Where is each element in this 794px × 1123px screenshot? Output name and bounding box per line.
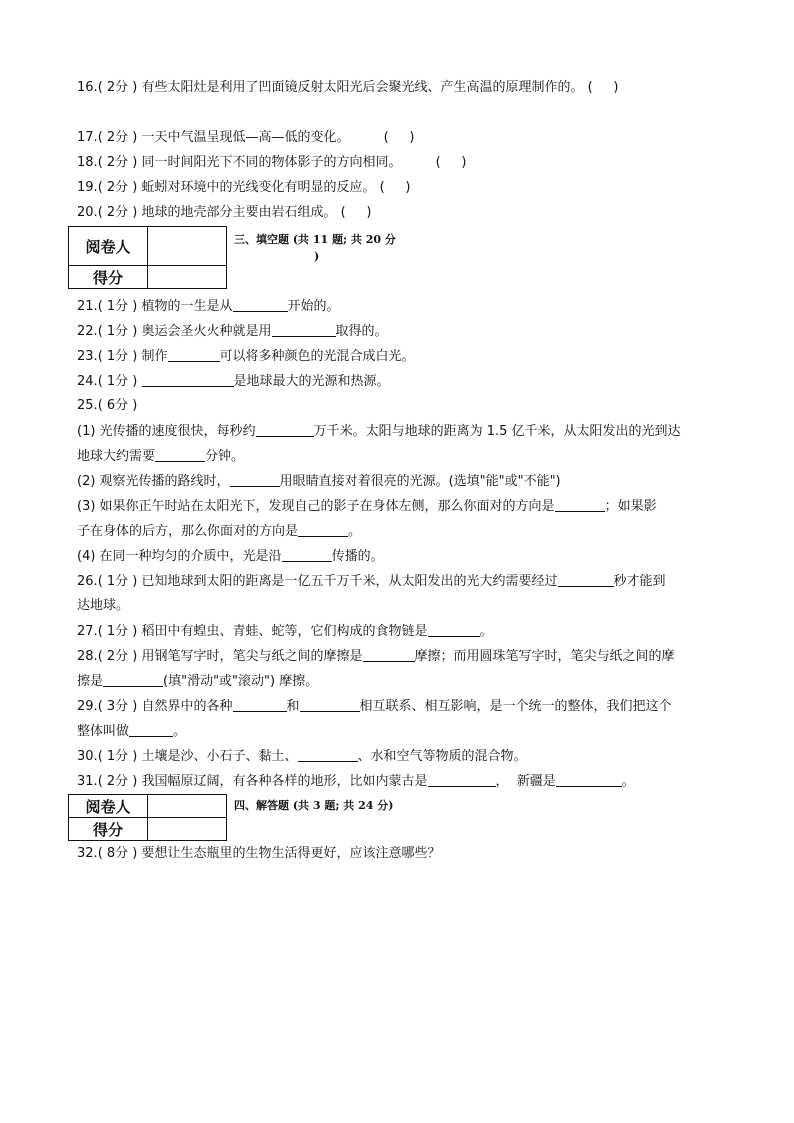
question-22 — [77, 322, 388, 341]
score-cell — [148, 818, 227, 841]
question-text: 达地球。 — [77, 598, 130, 613]
question-score: ( 8分 ) — [97, 846, 138, 861]
score-label: 得分 — [69, 266, 148, 289]
question-text: (1) 光传播的速度很快，每秒约 — [77, 424, 256, 439]
question-number: 27. — [77, 624, 98, 639]
answer-parentheses: ( ) — [435, 155, 467, 170]
question-number: 16. — [77, 80, 98, 95]
answer-blank[interactable] — [300, 697, 360, 712]
question-score: ( 1分 ) — [97, 624, 138, 639]
question-score: ( 6分 ) — [97, 398, 138, 413]
question-score: ( 1分 ) — [97, 299, 138, 314]
reviewer-cell — [148, 227, 227, 266]
question-25-part3-cont — [77, 522, 361, 541]
question-score: ( 2分 ) — [97, 155, 138, 170]
section3-title-line1: 三、填空题 (共 11 题; 共 20 分 — [234, 233, 396, 246]
question-27 — [77, 622, 493, 641]
answer-blank[interactable] — [230, 472, 280, 487]
question-25-part4 — [77, 547, 384, 566]
question-26 — [77, 572, 666, 591]
question-29 — [77, 697, 672, 716]
answer-parentheses: ( ) — [383, 130, 415, 145]
answer-blank[interactable] — [282, 547, 332, 562]
answer-parentheses: ( ) — [340, 205, 372, 220]
question-text: 土壤是沙、小石子、黏土、 — [141, 749, 298, 764]
question-score: ( 2分 ) — [97, 205, 138, 220]
reviewer-label: 阅卷人 — [69, 227, 148, 266]
answer-blank[interactable] — [233, 297, 288, 312]
question-score: ( 3分 ) — [97, 699, 138, 714]
question-score: ( 1分 ) — [97, 749, 138, 764]
question-text: 万千米。太阳与地球的距离为 1.5 亿千米，从太阳发出的光到达 — [313, 424, 681, 439]
question-number: 26. — [77, 574, 98, 589]
question-25 — [77, 397, 137, 415]
question-text: ；如果影 — [604, 499, 657, 514]
answer-blank[interactable] — [142, 372, 234, 387]
answer-blank[interactable] — [428, 772, 496, 787]
question-text: 取得的。 — [335, 324, 388, 339]
question-30 — [77, 747, 527, 766]
question-text: 要想让生态瓶里的生物生活得更好，应该注意哪些？ — [141, 846, 441, 861]
answer-blank[interactable] — [428, 622, 480, 637]
answer-parentheses: ( ) — [587, 80, 619, 95]
answer-blank[interactable] — [256, 422, 314, 437]
question-text: 用钢笔写字时，笔尖与纸之间的摩擦是 — [141, 649, 363, 664]
score-cell — [148, 266, 227, 289]
question-20 — [77, 204, 371, 222]
question-number: 18. — [77, 155, 98, 170]
question-score: ( 1分 ) — [97, 374, 138, 389]
question-21 — [77, 297, 340, 316]
answer-blank[interactable] — [103, 672, 163, 687]
question-text: 我国幅原辽阔，有各种各样的地形，比如内蒙古是 — [141, 774, 428, 789]
section3-title — [234, 231, 396, 265]
question-score: ( 2分 ) — [97, 649, 138, 664]
question-25-part1-cont — [77, 447, 244, 466]
question-text: 稻田中有蝗虫、青蛙、蛇等，它们构成的食物链是 — [141, 624, 428, 639]
question-text: 子在身体的后方，那么你面对的方向是 — [77, 524, 299, 539]
question-text: 开始的。 — [287, 299, 340, 314]
question-text: 一天中气温呈现低—高—低的变化。 — [141, 130, 350, 145]
question-text: 有些太阳灶是利用了凹面镜反射太阳光后会聚光线、产生高温的原理制作的。 — [141, 80, 584, 95]
question-number: 17. — [77, 130, 98, 145]
question-24 — [77, 372, 390, 391]
question-text: 。 — [173, 724, 187, 739]
question-number: 28. — [77, 649, 98, 664]
question-text: ， 新疆是 — [495, 774, 556, 789]
question-16 — [77, 79, 618, 97]
question-text: 植物的一生是从 — [141, 299, 233, 314]
answer-blank[interactable] — [272, 322, 336, 337]
question-28 — [77, 647, 675, 666]
answer-blank[interactable] — [168, 347, 220, 362]
question-text: (2) 观察光传播的路线时， — [77, 474, 230, 489]
answer-blank[interactable] — [233, 697, 287, 712]
answer-parentheses: ( ) — [379, 180, 411, 195]
question-score: ( 2分 ) — [97, 130, 138, 145]
question-text: 秒才能到 — [613, 574, 666, 589]
question-text: 蚯蚓对环境中的光线变化有明显的反应。 — [141, 180, 376, 195]
answer-blank[interactable] — [155, 447, 205, 462]
answer-blank[interactable] — [555, 497, 605, 512]
question-number: 22. — [77, 324, 98, 339]
question-29-cont — [77, 722, 186, 741]
section3-score-table — [68, 226, 227, 289]
question-26-cont — [77, 597, 129, 615]
answer-blank[interactable] — [298, 522, 348, 537]
question-text: 相互联系、相互影响，是一个统一的整体，我们把这个 — [359, 699, 672, 714]
question-text: 整体叫做 — [77, 724, 130, 739]
question-number: 19. — [77, 180, 98, 195]
question-25-part2 — [77, 472, 561, 491]
question-score: ( 1分 ) — [97, 324, 138, 339]
question-text: 地球的地壳部分主要由岩石组成。 — [141, 205, 337, 220]
question-31 — [77, 772, 635, 791]
answer-blank[interactable] — [363, 647, 415, 662]
question-text: 摩擦；而用圆珠笔写字时，笔尖与纸之间的摩 — [414, 649, 675, 664]
question-text: 。 — [479, 624, 493, 639]
question-text: 奥运会圣火火种就是用 — [141, 324, 272, 339]
question-score: ( 1分 ) — [97, 349, 138, 364]
question-score: ( 1分 ) — [97, 574, 138, 589]
question-number: 31. — [77, 774, 98, 789]
question-19 — [77, 179, 410, 197]
score-label: 得分 — [69, 818, 148, 841]
question-text: 。 — [348, 524, 362, 539]
answer-blank[interactable] — [558, 572, 614, 587]
question-text: 、水和空气等物质的混合物。 — [357, 749, 527, 764]
question-text: 。 — [621, 774, 635, 789]
question-number: 20. — [77, 205, 98, 220]
question-text: 传播的。 — [331, 549, 384, 564]
question-25-part3 — [77, 497, 657, 516]
section4-title: 四、解答题 (共 3 题; 共 24 分) — [234, 799, 394, 812]
section4-score-table — [68, 794, 227, 841]
question-number: 32. — [77, 846, 98, 861]
question-number: 30. — [77, 749, 98, 764]
question-text: 自然界中的各种 — [141, 699, 233, 714]
question-score: ( 2分 ) — [97, 180, 138, 195]
reviewer-cell — [148, 795, 227, 818]
question-text: (3) 如果你正午时站在太阳光下，发现自己的影子在身体左侧，那么你面对的方向是 — [77, 499, 555, 514]
answer-blank[interactable] — [556, 772, 622, 787]
question-text: 擦是 — [77, 674, 104, 689]
question-text: 用眼睛直接对着很亮的光源。(选填"能"或"不能") — [279, 474, 561, 489]
question-text: 和 — [286, 699, 300, 714]
question-text: 地球大约需要 — [77, 449, 156, 464]
question-32 — [77, 845, 441, 863]
question-17 — [77, 129, 414, 147]
question-text: 分钟。 — [205, 449, 245, 464]
section3-title-line2: ) — [314, 250, 320, 263]
reviewer-label: 阅卷人 — [69, 795, 148, 818]
question-number: 29. — [77, 699, 98, 714]
answer-blank[interactable] — [298, 747, 358, 762]
question-text: 可以将多种颜色的光混合成白光。 — [219, 349, 415, 364]
question-text: (填"滑动"或"滚动") 摩擦。 — [163, 674, 319, 689]
question-number: 21. — [77, 299, 98, 314]
question-text: 已知地球到太阳的距离是一亿五千万千米，从太阳发出的光大约需要经过 — [141, 574, 558, 589]
question-23 — [77, 347, 415, 366]
question-score: ( 2分 ) — [97, 774, 138, 789]
question-score: ( 2分 ) — [97, 80, 138, 95]
question-text: 是地球最大的光源和热源。 — [233, 374, 390, 389]
question-18 — [77, 154, 466, 172]
question-text: 同一时间阳光下不同的物体影子的方向相同。 — [141, 155, 402, 170]
question-number: 24. — [77, 374, 98, 389]
question-number: 23. — [77, 349, 98, 364]
answer-blank[interactable] — [129, 722, 173, 737]
question-25-part1 — [77, 422, 681, 441]
question-text: 制作 — [141, 349, 168, 364]
question-text: (4) 在同一种均匀的介质中，光是沿 — [77, 549, 282, 564]
question-28-cont — [77, 672, 318, 691]
question-number: 25. — [77, 398, 98, 413]
